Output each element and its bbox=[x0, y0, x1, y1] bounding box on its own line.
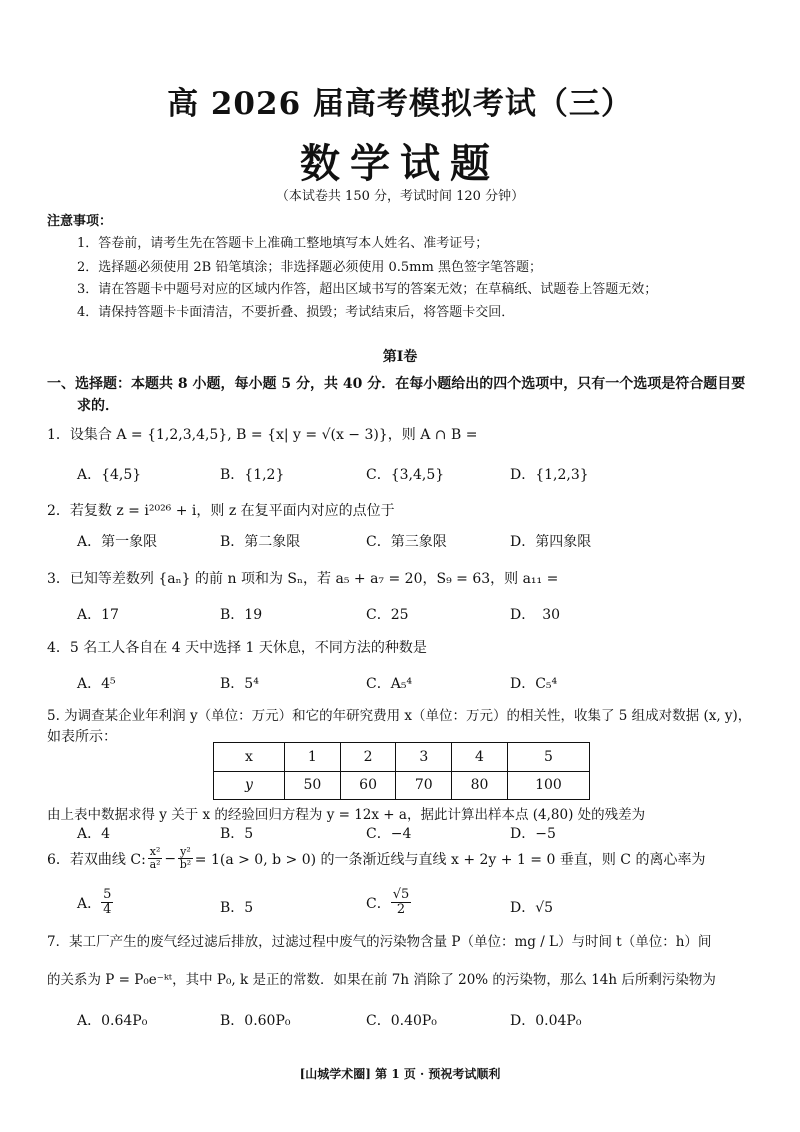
table-row bbox=[214, 743, 590, 772]
q7-option-c: C．0.40P₀ bbox=[366, 1013, 437, 1029]
option-fraction bbox=[101, 888, 113, 918]
q5-option-b: B．5 bbox=[220, 826, 254, 842]
q4-option-a: A．4⁵ bbox=[77, 676, 116, 692]
option-label: A． bbox=[77, 895, 102, 912]
question-1-stem: 1．设集合 A = {1,2,3,4,5}, B = {x| y = √(x − 3)}，则 A ∩ B = bbox=[47, 427, 478, 443]
q7-option-a: A．0.64P₀ bbox=[77, 1013, 148, 1029]
q3-option-c: C．25 bbox=[366, 607, 409, 623]
exam-title: 高 2026 届高考模拟考试（三） bbox=[167, 86, 633, 122]
q3-option-a: A．17 bbox=[77, 607, 119, 623]
option-label: C． bbox=[366, 895, 391, 912]
q7-option-d: D．0.04P₀ bbox=[510, 1013, 582, 1029]
question-7-stem-cont: 的关系为 P = P₀e⁻ᵏᵗ，其中 P₀, k 是正的常数．如果在前 7h 消除了 20% 的污染物，那么 14h 后所剩污染物为 bbox=[47, 972, 716, 988]
note-item: 2．选择题必须使用 2B 铅笔填涂；非选择题必须使用 0.5mm 黑色签字笔答题； bbox=[77, 260, 542, 275]
q7-option-b: B．0.60P₀ bbox=[220, 1013, 291, 1029]
q5-option-c: C．−4 bbox=[366, 826, 412, 842]
q6-option-b: B．5 bbox=[220, 900, 254, 916]
fraction-numerator: x² bbox=[149, 845, 161, 858]
table-cell: 80 bbox=[452, 771, 508, 800]
question-7-stem: 7．某工厂产生的废气经过滤后排放，过滤过程中废气的污染物含量 P（单位：mg / L）与时间 t（单位：h）间 bbox=[47, 934, 712, 950]
q5-option-a: A．4 bbox=[77, 826, 111, 842]
q2-option-a: A．第一象限 bbox=[77, 534, 158, 550]
table-row bbox=[214, 771, 590, 800]
fraction-numerator: √5 bbox=[392, 887, 410, 902]
table-cell: 50 bbox=[285, 771, 341, 800]
q2-option-d: D．第四象限 bbox=[510, 534, 592, 550]
table-cell: 100 bbox=[507, 771, 589, 800]
q4-option-b: B．5⁴ bbox=[220, 676, 259, 692]
question-5-stem-cont: 如表所示： bbox=[47, 729, 117, 745]
fraction-denominator: 4 bbox=[103, 902, 112, 918]
fraction-numerator: y² bbox=[180, 845, 191, 858]
q4-option-c: C．A₅⁴ bbox=[366, 676, 413, 692]
q4-option-d: D．C₅⁴ bbox=[510, 676, 558, 692]
table-cell: 4 bbox=[452, 743, 508, 772]
q1-option-c: C．{3,4,5} bbox=[366, 467, 445, 483]
section-heading-cont: 求的． bbox=[77, 398, 119, 414]
section-heading: 一、选择题：本题共 8 小题，每小题 5 分，共 40 分．在每小题给出的四个选项中，只有一个选项是符合题目要 bbox=[47, 376, 746, 392]
q6-fraction-y bbox=[178, 846, 193, 871]
question-2-stem: 2．若复数 z = i²⁰²⁶ + i，则 z 在复平面内对应的点位于 bbox=[47, 503, 395, 519]
q6-option-d: D．√5 bbox=[510, 900, 554, 916]
q3-option-b: B．19 bbox=[220, 607, 263, 623]
option-fraction bbox=[391, 888, 412, 918]
q2-option-b: B．第二象限 bbox=[220, 534, 301, 550]
q6-option-c bbox=[366, 888, 411, 918]
question-4-stem: 4．5 名工人各自在 4 天中选择 1 天休息，不同方法的种数是 bbox=[47, 640, 427, 656]
page-footer: [山城学术圈] 第 1 页 · 预祝考试顺利 bbox=[299, 1067, 501, 1081]
table-cell: 60 bbox=[340, 771, 396, 800]
table-cell: 2 bbox=[340, 743, 396, 772]
table-cell: 70 bbox=[396, 771, 452, 800]
table-header-cell: x bbox=[214, 743, 285, 772]
q1-option-b: B．{1,2} bbox=[220, 467, 285, 483]
table-cell: 3 bbox=[396, 743, 452, 772]
exam-info: （本试卷共 150 分，考试时间 120 分钟） bbox=[275, 189, 525, 204]
table-header-cell: y bbox=[214, 771, 285, 800]
fraction-denominator: a² bbox=[149, 858, 161, 872]
question-5-stem: 5. 为调查某企业年利润 y（单位：万元）和它的年研究费用 x（单位：万元）的相关性，收集了 5 组成对数据 (x, y)， bbox=[47, 708, 752, 724]
q6-fraction-x bbox=[148, 846, 163, 871]
table-cell: 5 bbox=[507, 743, 589, 772]
q6-option-a bbox=[77, 888, 113, 918]
table-cell: 1 bbox=[285, 743, 341, 772]
question-6-stem bbox=[47, 846, 705, 871]
note-item: 4．请保持答题卡卡面清洁，不要折叠、损毁；考试结束后，将答题卡交回． bbox=[77, 305, 515, 320]
note-item: 3．请在答题卡中题号对应的区域内作答，超出区域书写的答案无效；在草稿纸、试题卷上答题无效； bbox=[77, 282, 658, 297]
fraction-denominator: 2 bbox=[396, 902, 406, 918]
volume-title: 第Ⅰ卷 bbox=[382, 349, 418, 365]
q3-option-d: D． 30 bbox=[510, 607, 561, 623]
question-5-regression: 由上表中数据求得 y 关于 x 的经验回归方程为 y = 12x + a，据此计算出样本点 (4,80) 处的残差为 bbox=[47, 807, 646, 823]
question-3-stem: 3．已知等差数列 {aₙ} 的前 n 项和为 Sₙ，若 a₅ + a₇ = 20，S₉ = 63，则 a₁₁ = bbox=[47, 571, 559, 587]
q1-option-d: D．{1,2,3} bbox=[510, 467, 589, 483]
fraction-denominator: b² bbox=[179, 858, 192, 872]
q2-option-c: C．第三象限 bbox=[366, 534, 447, 550]
notes-heading: 注意事项： bbox=[47, 214, 113, 229]
note-item: 1．答卷前，请考生先在答题卡上准确工整地填写本人姓名、准考证号； bbox=[77, 236, 489, 251]
q5-option-d: D．−5 bbox=[510, 826, 556, 842]
q1-option-a: A．{4,5} bbox=[77, 467, 142, 483]
q6-stem-post: = 1(a > 0, b > 0) 的一条渐近线与直线 x + 2y + 1 = 0 垂直，则 C 的离心率为 bbox=[194, 851, 706, 868]
data-table bbox=[213, 742, 590, 800]
subject-title: 数学试题 bbox=[300, 140, 500, 187]
q6-minus: − bbox=[164, 850, 177, 867]
q6-stem-pre: 6．若双曲线 C: bbox=[47, 851, 146, 868]
fraction-numerator: 5 bbox=[103, 887, 112, 902]
